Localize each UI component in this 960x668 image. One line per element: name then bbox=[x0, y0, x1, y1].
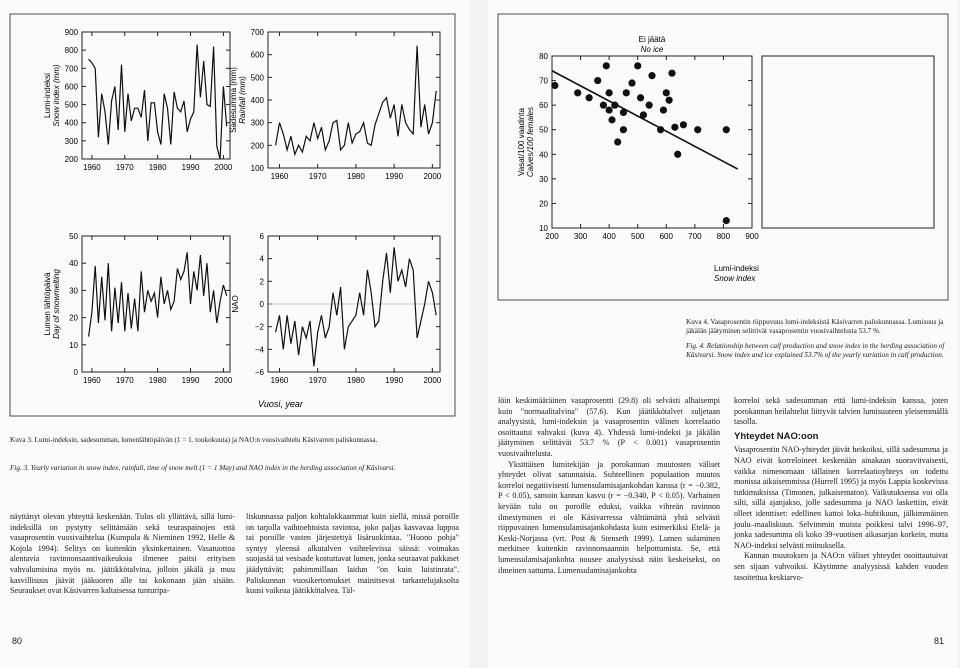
x-tick-label: 200 bbox=[545, 232, 559, 241]
x-tick-label: 2000 bbox=[214, 376, 233, 385]
x-tick-label: 2000 bbox=[423, 376, 442, 385]
data-point bbox=[623, 89, 630, 96]
x-tick-label: 1990 bbox=[181, 163, 200, 172]
y-tick-label: −4 bbox=[254, 345, 264, 355]
x-tick-label: 1980 bbox=[347, 172, 365, 181]
y-tick-label: 20 bbox=[539, 199, 548, 209]
y-tick-label: 300 bbox=[250, 118, 264, 128]
y-axis-label-line: Lumen lähtöpäivä bbox=[43, 272, 52, 336]
paragraph: Vasaprosentin NAO-yhteydet jäivät heikoiksi, sillä sadesumma ja NAO eivät korreloineet keskenään ainakaan suoraviivaisesti, vaikka nimenomaan tällainen korrelaatioyhteys on todettu monissa aikaisemmissa (Hurrell 1995) ja myös Lappia koskevissa tutkimuksissa (Timonen, julkaisematon). Vaikutuksensa voi olla silti, sillä ajanjakso, jolle sadesumma ja NAO laskettiin, eivät olleet identtiset: edellinen kattoi loka–huhtikuun, jälkimmäinen joulu–maaliskuun. Selvimmin muista poikkesi talvi 1996–97, jonka sadesumma oli koko 39-vuotisen aikasarjan korkein, mutta NAO-indeksi selvästi miinuksella. bbox=[734, 445, 948, 550]
y-tick-label: 50 bbox=[69, 232, 78, 241]
rainfall-plot bbox=[229, 28, 442, 181]
y-tick-label: 500 bbox=[64, 100, 78, 110]
data-point bbox=[694, 126, 701, 133]
y-axis-label-line: Lumi-indeksi bbox=[43, 73, 52, 118]
data-point bbox=[608, 116, 615, 123]
y-tick-label: 400 bbox=[250, 96, 264, 105]
data-point bbox=[634, 62, 641, 69]
y-tick-label: 70 bbox=[539, 76, 548, 86]
left-text-col-1: näyttänyt olevan yhteyttä keskenään. Tulos oli yllättävä, sillä lumi-indeksillä on pystytty selittämään sekä teuraspainojen että vasaprosentin vuosivaihtelua (Kumpula & Nieminen 1992, Helle & Kojola 1994). Selitys on kuitenkin yksinkertainen. Vasatuottoa alentavia ravinnonsaantivaikeuksia ilmenee paitsi erityisen vahvalumisina myös ns. jäätikkötalvina, jolloin jäkälä ja muu kasvillisuus jäävät jääkuoren alle tai kokonaan jään sisään. Seuraukset ovat Käsivarren kaltaisessa tunturipa- bbox=[10, 512, 235, 596]
x-tick-label: 1970 bbox=[115, 376, 134, 385]
x-tick-label: 500 bbox=[631, 232, 645, 241]
y-axis-label bbox=[229, 67, 247, 133]
y-axis-label bbox=[43, 269, 61, 339]
page-number-right: 81 bbox=[934, 636, 945, 646]
y-tick-label: 200 bbox=[250, 141, 264, 151]
x-tick-label: 1990 bbox=[385, 172, 404, 181]
x-axis-label-fi: Lumi-indeksi bbox=[714, 264, 759, 273]
y-tick-label: 80 bbox=[539, 52, 548, 61]
scatter-ice bbox=[762, 56, 934, 228]
data-point bbox=[723, 126, 730, 133]
data-point bbox=[646, 102, 653, 109]
x-tick-label: 1980 bbox=[347, 376, 365, 385]
y-tick-label: 4 bbox=[259, 254, 264, 264]
left-page bbox=[0, 0, 470, 668]
data-point bbox=[620, 109, 627, 116]
y-tick-label: 30 bbox=[69, 286, 78, 296]
snow-index-plot bbox=[43, 28, 233, 172]
y-tick-label: 600 bbox=[250, 50, 264, 60]
y-axis-label bbox=[517, 107, 535, 177]
y-tick-label: 50 bbox=[539, 125, 548, 135]
x-tick-label: 800 bbox=[716, 232, 731, 241]
data-point bbox=[614, 138, 621, 145]
figure-3-caption-fi: Kuva 3. Lumi-indeksin, sadesumman, lumenlähtöpäivän (1 = 1. toukokuuta) ja NAO:n vuosivaihtelu Käsivarren paliskunnassa. bbox=[10, 436, 378, 444]
x-tick-label: 2000 bbox=[423, 172, 442, 181]
data-point bbox=[611, 102, 618, 109]
figure-3-caption-en: Fig. 3. Yearly variation in snow index, rainfall, time of snow melt (1 = 1 May) and NAO index in the herding association of Käsivarsi. bbox=[10, 464, 396, 472]
y-axis-label bbox=[43, 64, 61, 127]
y-axis-label-line: Snow index (mm) bbox=[52, 64, 61, 127]
data-point bbox=[600, 102, 607, 109]
y-tick-label: 100 bbox=[250, 164, 264, 173]
plot-frame bbox=[82, 32, 230, 159]
plot-subtitle: No ice bbox=[640, 45, 664, 54]
y-tick-label: 300 bbox=[64, 136, 78, 146]
paragraph: Yksittäisen lumitekijän ja porokannan muutosten väliset yhteydet olivat satunnaisia. Suhteellinen populaation muutos korreloi negatiivisesti lumensulamisajankohdan kanssa (r = −0.382, P < 0.05), samoin kannan kasvu (r = −0.340, P < 0.05). Varhainen kevään tulo on poroille eduksi, vaikka vihreän ravinnon ilmestyminen ei ole Käsivarressa välttämättä yhtä selvästi riippuvainen lumensulamisajankohdasta kuin esimerkiksi Etelä- ja Keski-Norjassa (vrt. Post & Stenseth 1999). Lumen sulaminen merkitsee kuitenkin ravinnonsaannin helpottumista. Se, että lumensulamisajankohta nousee analyysissä näin keskeiseksi, on ilmeinen sattuma. Lumensulamisajankohta bbox=[498, 459, 720, 575]
y-tick-label: −2 bbox=[254, 322, 264, 332]
y-tick-label: 40 bbox=[69, 259, 78, 269]
data-point bbox=[668, 70, 675, 77]
figure-4-caption-fi: Kuva 4. Vasaprosentin riippuvuus lumi-indeksistä Käsivarren paliskunnassa. Lumisuus ja jäkälän jäätyminen selittivät vasaprosentin vuosivaihtelusta 53.7 %. bbox=[686, 318, 944, 335]
paragraph: Kannan muutoksen ja NAO:n väliset yhteydet osoittautuivat sen sijaan vahvoiksi. Käytimme analyysissä kahden vuoden tasoitettua keskiarvo- bbox=[734, 551, 948, 582]
data-point bbox=[603, 62, 610, 69]
page-number-left: 80 bbox=[12, 636, 23, 646]
y-axis-label-line: NAO bbox=[231, 295, 240, 313]
y-axis-label-line: Sadesumma (mm) bbox=[229, 67, 238, 133]
y-tick-label: 2 bbox=[259, 277, 264, 287]
plot-frame bbox=[762, 56, 934, 228]
x-tick-label: 1970 bbox=[115, 163, 134, 172]
data-point bbox=[723, 217, 730, 224]
y-tick-label: 10 bbox=[69, 340, 78, 350]
y-tick-label: 200 bbox=[64, 155, 78, 164]
y-tick-label: 500 bbox=[250, 73, 264, 83]
scatter-no-ice bbox=[517, 35, 759, 241]
data-point bbox=[594, 77, 601, 84]
y-tick-label: 40 bbox=[539, 150, 548, 160]
data-point bbox=[660, 106, 667, 113]
x-tick-label: 400 bbox=[602, 232, 616, 241]
figure-3 bbox=[0, 0, 470, 420]
y-tick-label: 30 bbox=[539, 174, 548, 184]
figure-4 bbox=[488, 0, 958, 310]
y-tick-label: 400 bbox=[64, 118, 78, 128]
x-tick-label: 1980 bbox=[148, 163, 167, 172]
x-tick-label: 900 bbox=[745, 232, 759, 241]
plot-frame bbox=[552, 56, 752, 228]
data-point bbox=[680, 121, 687, 128]
y-tick-label: 10 bbox=[539, 224, 548, 233]
data-point bbox=[671, 124, 678, 131]
y-tick-label: 6 bbox=[259, 232, 264, 241]
y-tick-label: 700 bbox=[250, 28, 264, 37]
y-tick-label: −6 bbox=[254, 368, 264, 377]
right-text-col-1 bbox=[498, 396, 720, 576]
data-point bbox=[586, 94, 593, 101]
data-series-line bbox=[276, 46, 437, 155]
data-point bbox=[574, 89, 581, 96]
y-axis-label bbox=[231, 295, 240, 312]
x-axis-label-en: Snow index bbox=[714, 274, 756, 283]
x-tick-label: 300 bbox=[573, 232, 588, 241]
data-point bbox=[640, 111, 647, 118]
paragraph: korreloi sekä sadesumman että lumi-indeksin kanssa, joten porokannan heilahtelut liittyvät talvien lumisuuteen yleisemmällä tasolla. bbox=[734, 396, 948, 427]
x-tick-label: 2000 bbox=[214, 163, 233, 172]
x-axis-label: Vuosi, year bbox=[258, 399, 303, 409]
x-tick-label: 1960 bbox=[82, 376, 101, 385]
y-axis-label-line: Vasat/100 vaadinta bbox=[517, 108, 526, 176]
y-tick-label: 900 bbox=[64, 28, 78, 37]
x-tick-label: 1960 bbox=[270, 172, 289, 181]
paragraph: löin keskimääräinen vasaprosentti (29.8) oli selvästi alhaisempi kuin "normaalitalvina" (57.6). Kun jäätikkötalvet suljetaan analyysistä, lumi-indeksin ja vasaprosentin välinen korrelaatio osoittautui vahvaksi (kuva 4). Yhdessä lumi-indeksi ja jäkälän jäätyminen selittävät 53.7 % (P < 0.001) vasaprosentin vuosivaihtelusta. bbox=[498, 396, 720, 458]
x-tick-label: 700 bbox=[688, 232, 702, 241]
y-axis-label-line: Rainfall (mm) bbox=[238, 76, 247, 124]
regression-line bbox=[552, 71, 738, 169]
y-tick-label: 0 bbox=[259, 300, 264, 309]
x-tick-label: 1970 bbox=[308, 172, 327, 181]
data-point bbox=[663, 89, 670, 96]
data-point bbox=[620, 126, 627, 133]
data-series-line bbox=[89, 252, 227, 336]
right-text-col-2 bbox=[734, 396, 948, 583]
y-axis-label-line: Day of snowmelting bbox=[52, 269, 61, 339]
data-point bbox=[628, 79, 635, 86]
data-point bbox=[657, 126, 664, 133]
y-tick-label: 700 bbox=[64, 64, 78, 74]
nao-plot bbox=[231, 232, 442, 385]
plot-title: Ei jäätä bbox=[638, 35, 666, 44]
data-point bbox=[648, 72, 655, 79]
x-tick-label: 600 bbox=[659, 232, 673, 241]
x-tick-label: 1990 bbox=[181, 376, 200, 385]
data-series-line bbox=[89, 45, 227, 159]
x-tick-label: 1960 bbox=[270, 376, 289, 385]
data-point bbox=[606, 89, 613, 96]
y-tick-label: 800 bbox=[64, 46, 78, 56]
data-point bbox=[637, 94, 644, 101]
x-tick-label: 1980 bbox=[148, 376, 167, 385]
right-page bbox=[488, 0, 958, 668]
y-axis-label-line: Calves/100 females bbox=[526, 106, 535, 178]
data-point bbox=[666, 97, 673, 104]
data-point bbox=[606, 106, 613, 113]
x-tick-label: 1960 bbox=[82, 163, 101, 172]
snowmelt-plot bbox=[43, 232, 233, 385]
section-heading: Yhteydet NAO:oon bbox=[734, 430, 819, 442]
y-tick-label: 20 bbox=[69, 313, 78, 323]
data-point bbox=[674, 151, 681, 158]
y-tick-label: 600 bbox=[64, 82, 78, 92]
data-series-line bbox=[276, 247, 437, 366]
figure-4-caption-en: Fig. 4. Relationship between calf production and snow index in the herding association of Käsivarsi. Snow index and ice explained 53.7% of the yearly variation in calf production. bbox=[686, 342, 945, 359]
x-tick-label: 1970 bbox=[308, 376, 327, 385]
y-tick-label: 0 bbox=[73, 368, 78, 377]
left-text-col-2: liskunnassa paljon kohtalokkaammat kuin siellä, missä poroille on tarjolla vaihtoehtoista ravintoa, joko paljas kasvavaa luppoa tai poroille vasten järjestettyä lisäruokintaa. "Huono pohja" syntyy yleensä alkutalven vaihtelevissa säissä: voimakas suojasää tai vesisade kostuttavat lumen, jonka seuraavat pakkaset jäädyttävät; pahimmillaan laidun "on kuin luistinrata". Paliskunnan vuosikertomukset mainitsevat tarkastelujaksolta kuusi vaikeaa jäätikkötalvea. Täl- bbox=[246, 512, 459, 596]
data-point bbox=[551, 82, 558, 89]
y-tick-label: 60 bbox=[539, 101, 548, 111]
x-tick-label: 1990 bbox=[385, 376, 404, 385]
